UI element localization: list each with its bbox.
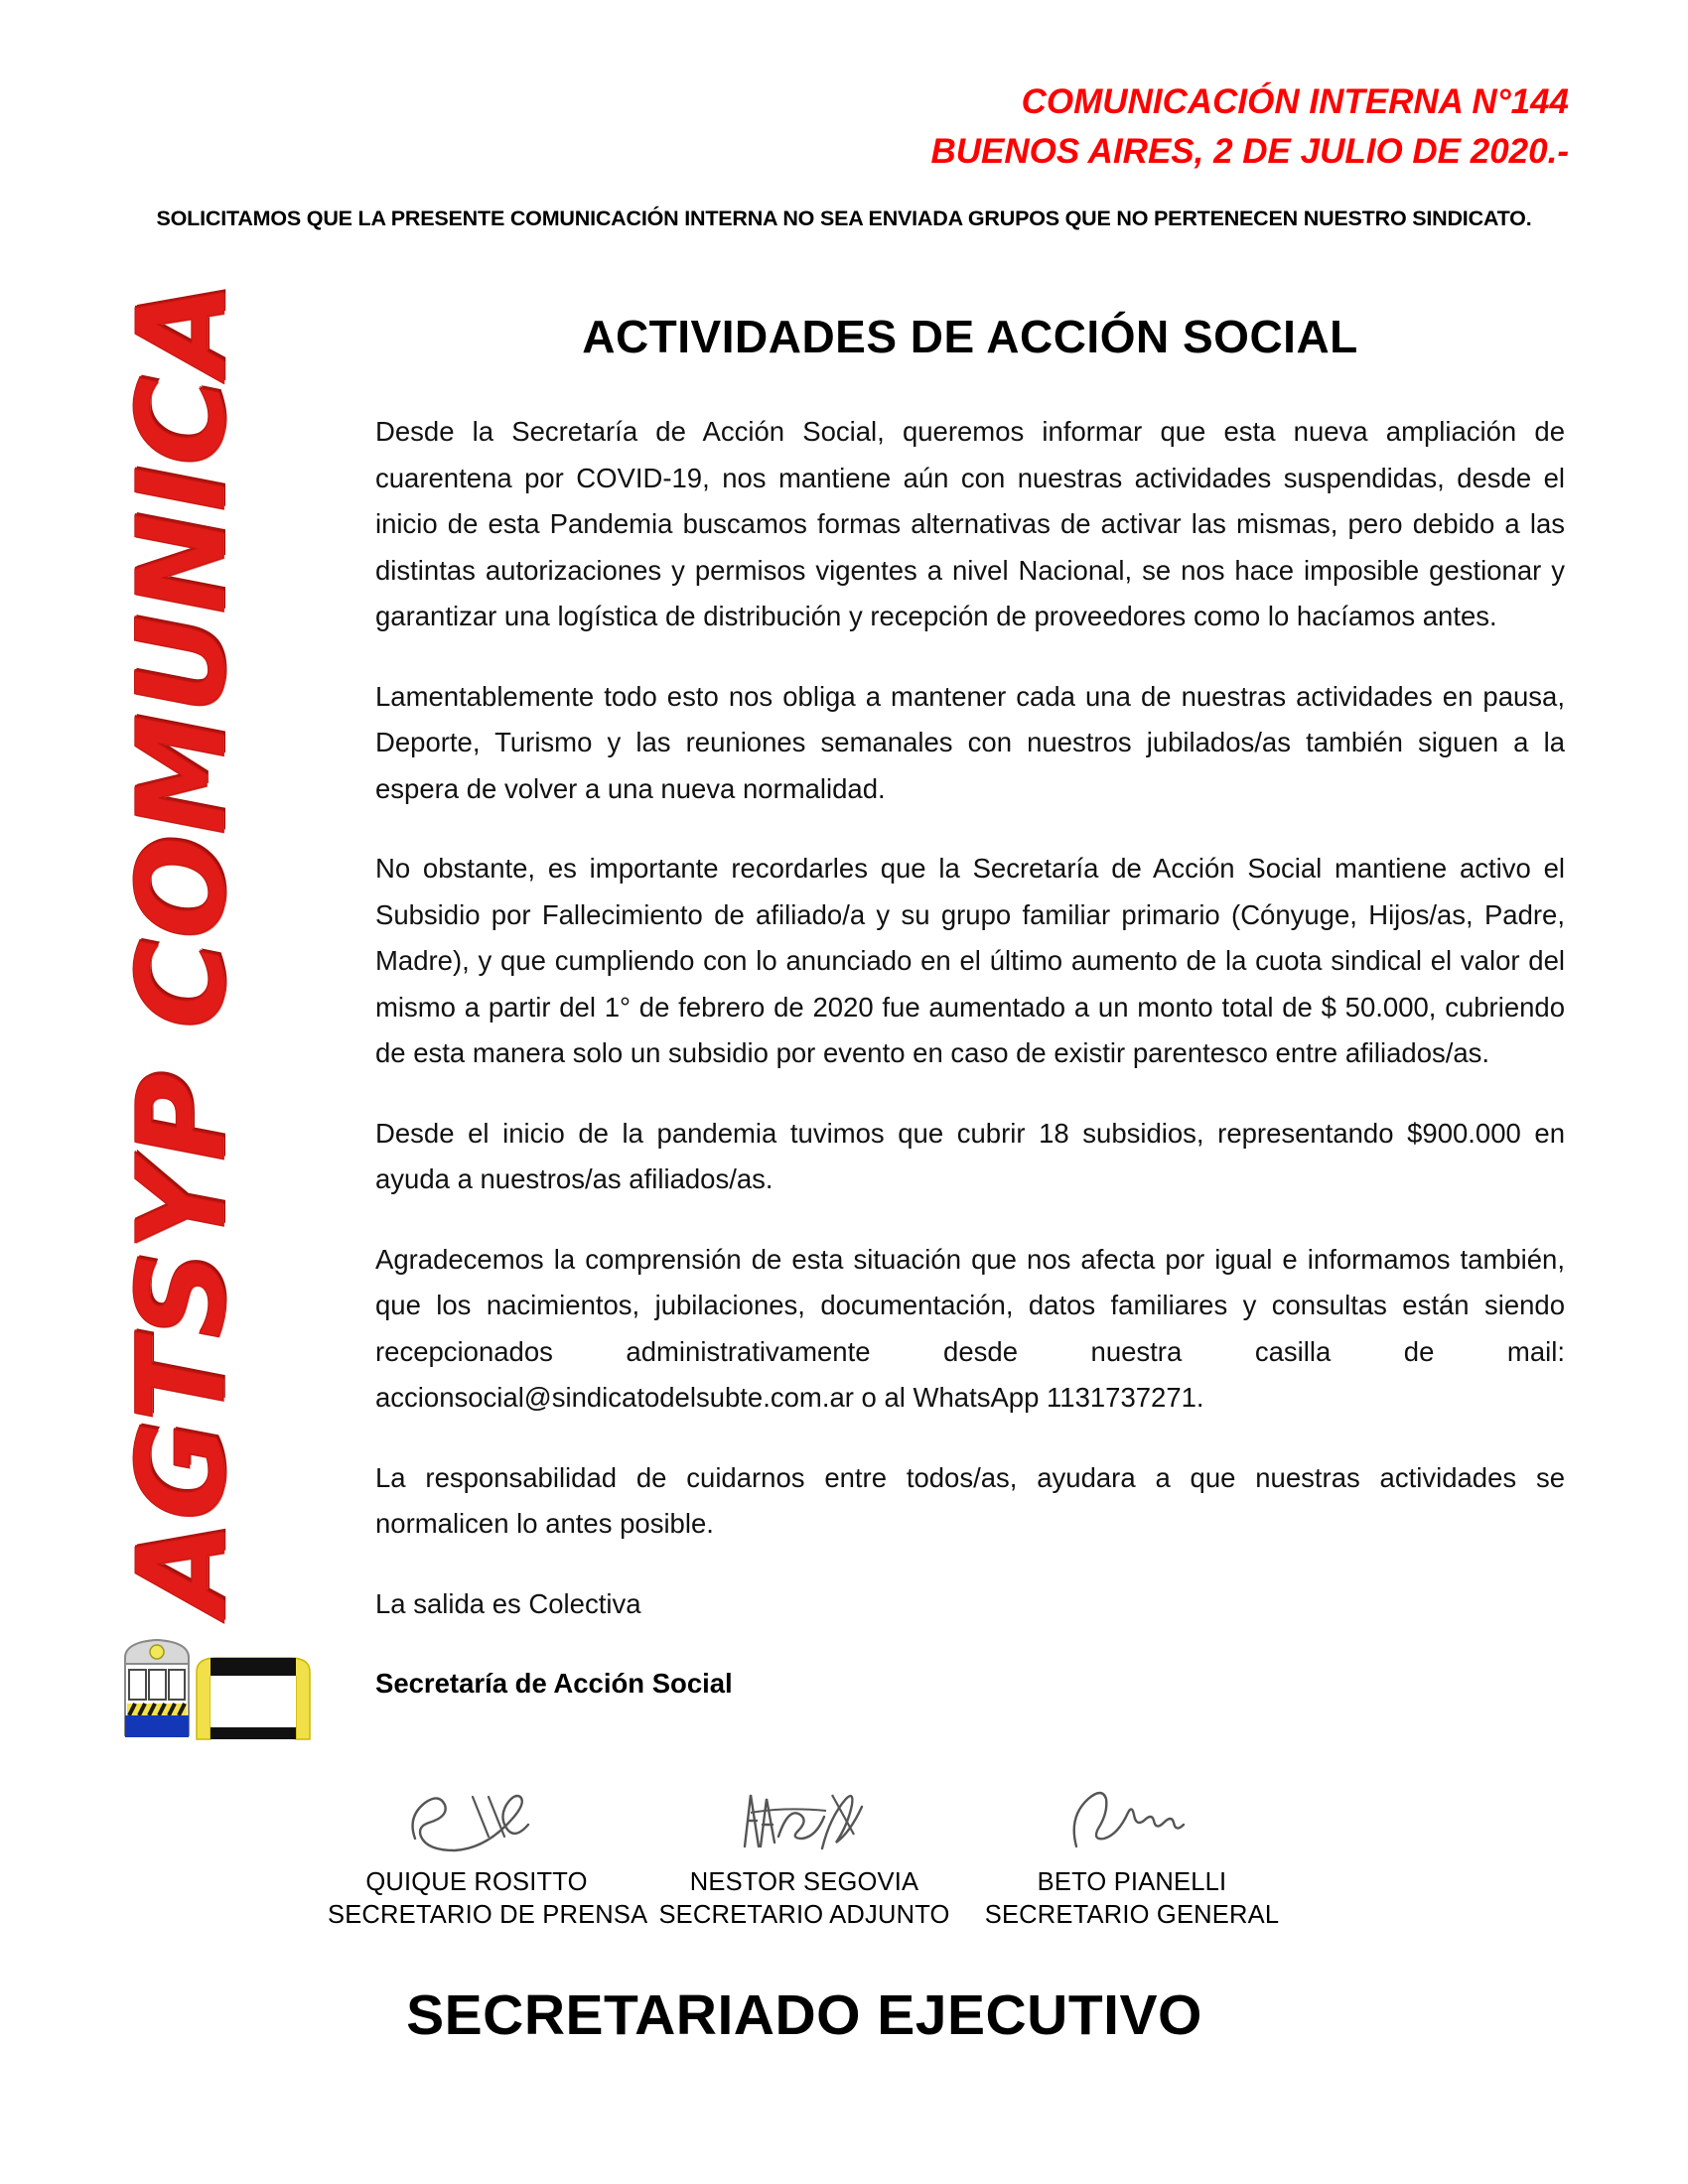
signature-name: QUIQUE ROSITTO xyxy=(365,1868,588,1896)
signature-name: NESTOR SEGOVIA xyxy=(689,1868,919,1896)
signature-role: SECRETARIO GENERAL xyxy=(984,1901,1280,1929)
page-title: ACTIVIDADES DE ACCIÓN SOCIAL xyxy=(582,311,1358,362)
header-notice: SOLICITAMOS QUE LA PRESENTE COMUNICACIÓN INTERNA NO SEA ENVIADA GRUPOS QUE NO PERTENECEN NUESTRO SINDICATO. xyxy=(156,206,1532,230)
signature-row xyxy=(328,1777,1281,1932)
signature-icon-rositto xyxy=(377,1777,576,1866)
signature-icon-segovia xyxy=(705,1777,904,1866)
vertical-banner xyxy=(107,281,256,1615)
subway-logo xyxy=(119,1628,318,1742)
signature-name: BETO PIANELLI xyxy=(1037,1868,1227,1896)
document-body xyxy=(375,308,1565,1706)
body-paragraph-2: Lamentablemente todo esto nos obliga a mantener cada una de nuestras actividades en pausa, Deporte, Turismo y las reuniones semanales con nuestros jubilados/as también siguen a la espera de volver a una nueva normalidad. xyxy=(375,680,1565,804)
signature-icon-pianelli xyxy=(1033,1777,1231,1866)
body-paragraph-1: Desde la Secretaría de Acción Social, queremos informar que esta nueva ampliación de cuarentena por COVID-19, nos mantiene aún con nuestras actividades suspendidas, desde el inicio de esta Pandemia buscamos formas alternativas de activar las mismas, pero debido a las distintas autorizaciones y permisos vigentes a nivel Nacional, se nos hace imposible gestionar y garantizar una logística de distribución y recepción de proveedores como lo hacíamos antes. xyxy=(375,416,1565,631)
body-paragraph-4: Desde el inicio de la pandemia tuvimos que cubrir 18 subsidios, representando $900.000 en ayuda a nuestros/as afiliados/as. xyxy=(375,1117,1565,1194)
subway-train-icon xyxy=(119,1628,318,1742)
signature-block-general xyxy=(983,1777,1281,1932)
signature-role: SECRETARIO DE PRENSA xyxy=(328,1901,648,1929)
body-paragraph-3: No obstante, es importante recordarles que la Secretaría de Acción Social mantiene activo el Subsidio por Fallecimiento de afiliado/a y su grupo familiar primario (Cónyuge, Hijos/as, Padre, Madre), y que cumpliendo con lo anunciado en el último aumento de la cuota sindical el valor del mismo a partir del 1° de febrero de 2020 fue aumentado a un monto total de $ 50.000, cubriendo de esta manera solo un subsidio por evento en caso de existir parentesco entre afiliados/as. xyxy=(375,853,1565,1068)
signoff-department: Secretaría de Acción Social xyxy=(375,1668,733,1699)
closing-line: La salida es Colectiva xyxy=(375,1587,641,1619)
signature-block-adjunto xyxy=(655,1777,953,1932)
vertical-banner-text: AGTSYP COMUNICA xyxy=(111,281,252,1615)
header-communication-number: COMUNICACIÓN INTERNA N°144 xyxy=(1021,82,1569,121)
body-paragraph-6: La responsabilidad de cuidarnos entre todos/as, ayudara a que nuestras actividades se normalicen lo antes posible. xyxy=(375,1461,1565,1539)
body-paragraph-5: Agradecemos la comprensión de esta situación que nos afecta por igual e informamos también, que los nacimientos, jubilaciones, documentación, datos familiares y consultas están siendo recepcionados administrativamente desde nuestra casilla de mail: accionsocial@sindicatodelsubte.com.ar o al WhatsApp 1131737271. xyxy=(375,1243,1565,1413)
header xyxy=(0,77,1569,177)
footer-title: SECRETARIADO EJECUTIVO xyxy=(406,1983,1202,2047)
header-place-date: BUENOS AIRES, 2 DE JULIO DE 2020.- xyxy=(930,132,1569,171)
signature-block-prensa xyxy=(328,1777,648,1932)
signature-role: SECRETARIO ADJUNTO xyxy=(658,1901,950,1929)
